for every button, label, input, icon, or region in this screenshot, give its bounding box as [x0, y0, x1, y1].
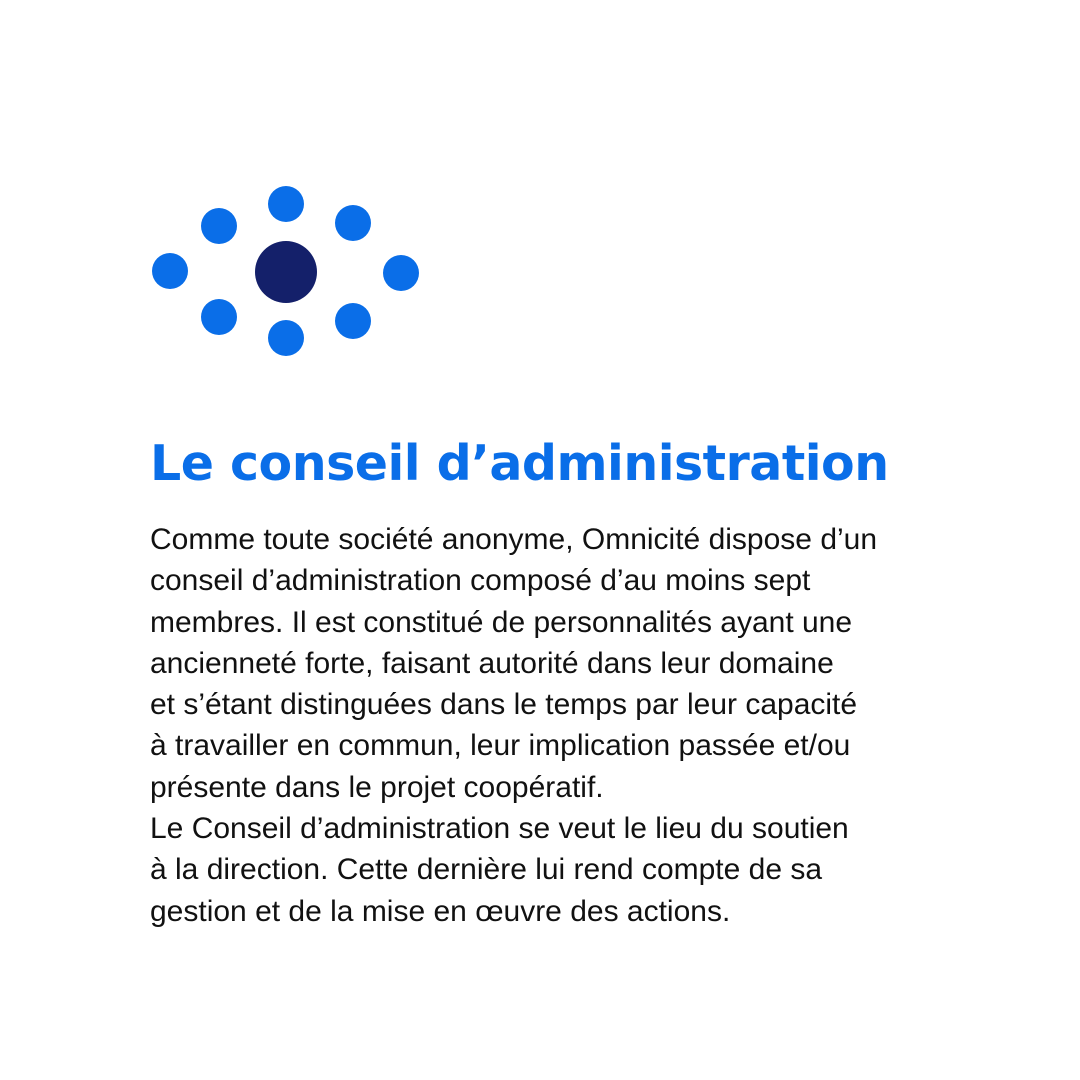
- body-line: et s’étant distinguées dans le temps par leur capacité: [150, 688, 858, 722]
- body-line: à la direction. Cette dernière lui rend compte de sa: [150, 853, 823, 887]
- page-title: Le conseil d’administration: [150, 435, 889, 492]
- body-line: membres. Il est constitué de personnalités ayant une: [150, 605, 853, 639]
- circle-of-dots-graphic: [148, 186, 424, 358]
- body-line: Le Conseil d’administration se veut le lieu du soutien: [150, 812, 849, 846]
- dot-top-left: [201, 208, 237, 244]
- circle-of-dots-icon: [148, 186, 424, 358]
- dot-bottom: [268, 320, 304, 356]
- dot-right: [383, 255, 419, 291]
- dot-top-right: [335, 205, 371, 241]
- body-line: Comme toute société anonyme, Omnicité dispose d’un: [150, 523, 878, 556]
- body-line: ancienneté forte, faisant autorité dans leur domaine: [150, 646, 834, 680]
- dot-top: [268, 186, 304, 222]
- body-line: à travailler en commun, leur implication passée et/ou: [150, 729, 851, 763]
- dot-center: [255, 241, 317, 303]
- body-paragraph: [150, 519, 1010, 932]
- dot-bottom-right: [335, 303, 371, 339]
- body-line: gestion et de la mise en œuvre des actions.: [150, 894, 731, 928]
- dot-left: [152, 253, 188, 289]
- body-line: conseil d’administration composé d’au moins sept: [150, 564, 811, 598]
- body-line: présente dans le projet coopératif.: [150, 770, 604, 804]
- dot-bottom-left: [201, 299, 237, 335]
